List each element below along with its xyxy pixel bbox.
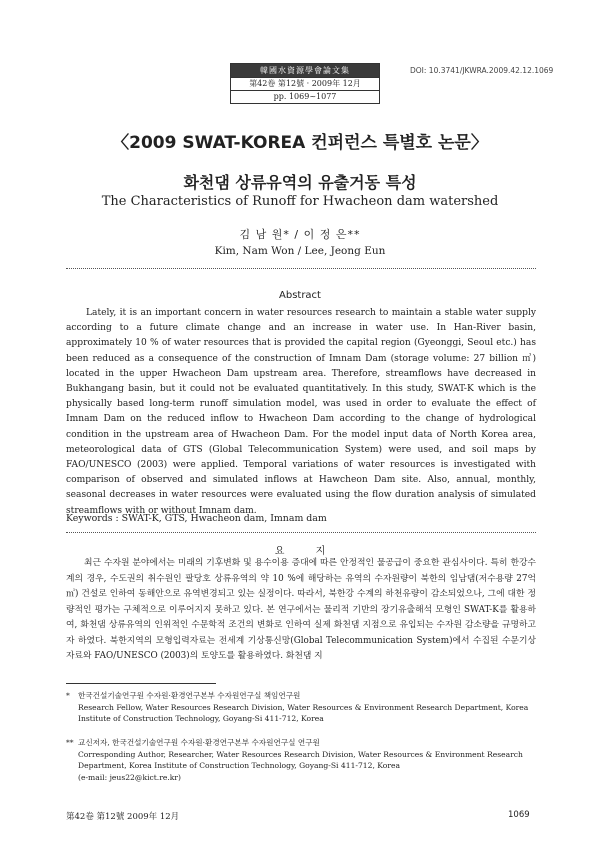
title-english: The Characteristics of Runoff for Hwacheon dam watershed (101, 194, 499, 209)
page-number: 1069 (508, 810, 530, 820)
korean-abstract-body: 최근 수자원 분야에서는 미래의 기후변화 및 용수이용 증대에 따른 안정적인 물공급이 중요한 관심사이다. 특히 한강수계의 경우, 수도권의 취수원인 팔당호 상류유역의 약 10 %에 해당하는 유역의 수자원량이 북한의 임남댐(저수용량 27억㎥) 건설로 인하여 동해안으로 유역변경되고 있는 실정이다. 따라서, 북한강 수계의 하천유량이 감소되었으나, 그에 대한 정량적인 평가는 구체적으로 이루어지지 못하고 있다. 본 연구에서는 물리적 기반의 장기유출해석 모형인 SWAT-K를 활용하여, 화천댐 상류유역의 인위적인 수문학적 조건의 변화로 인하여 실제 화천댐 지점으로 유입되는 수자원 감소량을 규명하고자 하였다. 북한지역의 모형입력자료는 전세계 기상통신망(Global Telecommunication System)에서 수집된 수문기상자료와 FAO/UNESCO (2003)의 토양도를 활용하였다. 화천댐 지 (66, 558, 536, 661)
journal-info-box (230, 63, 380, 104)
footnote-line: 한국건설기술연구원 수자원·환경연구본부 수자원연구실 책임연구원 (78, 691, 301, 700)
footnote-line: 교신저자, 한국건설기술연구원 수자원·환경연구본부 수자원연구실 연구원 (78, 738, 320, 747)
journal-volume-issue: 第42卷 第12號 · 2009年 12月 (231, 77, 379, 90)
footnote (66, 737, 536, 783)
abstract-heading: Abstract (279, 290, 321, 301)
divider (66, 532, 536, 533)
footnote-mark: * (66, 691, 70, 700)
footnote-line: Corresponding Author, Researcher, Water Resources Research Division, Water Resources & Environment Research Department, Korea Institute of Construction Technology, Goyang-Si 411-712, Korea (78, 749, 523, 770)
special-issue-heading: 〈2009 SWAT-KOREA 컨퍼런스 특별호 논문〉 (112, 133, 488, 153)
footnote-line: Research Fellow, Water Resources Research Division, Water Resources & Environment Research Department, Korea Institute of Construction Technology, Goyang-Si 411-712, Korea (78, 702, 529, 723)
footnote (66, 690, 536, 725)
footnote-line: (e-mail: jeus22@kict.re.kr) (78, 772, 181, 782)
title-korean: 화천댐 상류유역의 유출거동 특성 (183, 173, 417, 192)
footnote-rule (66, 683, 216, 684)
journal-name: 韓國水資源學會論文集 (231, 64, 379, 77)
authors-korean: 김 남 원* / 이 정 은** (239, 228, 361, 241)
abstract-body: Lately, it is an important concern in water resources research to maintain a stable water supply according to a future climate change and an increase in water use. In Han-River basin, approximately 10 % of water resources that is provided the capital region (Gyeonggi, Seoul etc.) has been reduced as a consequence of the construction of Imnam Dam (storage volume: 27 billion ㎥) located in the upper Hwacheon Dam upstream area. Therefore, streamflows have decreased in Bukhangang basin, but it could not be evaluated quantitatively. In this study, SWAT-K which is the physically based long-term runoff simulation model, was used in order to evaluate the effect of Imnam Dam on the reduced inflow to Hwacheon Dam according to the change of hydrological condition in the upstream area of Hwacheon Dam. For the model input data of North Korea area, meteorological data of GTS (Global Telecommunication System) were used, and soil maps by FAO/UNESCO (2003) were applied. Temporal variations of water resources is investigated with comparison of observed and simulated inflows at Hawcheon Dam site. Also, annual, monthly, seasonal decreases in water resources were evaluated using the flow duration analysis of simulated streamflows with or without Imnam dam. (66, 308, 536, 516)
journal-pages: pp. 1069~1077 (231, 90, 379, 103)
doi: DOI: 10.3741/JKWRA.2009.42.12.1069 (410, 66, 554, 75)
keywords: Keywords : SWAT-K, GTS, Hwacheon dam, Imnam dam (66, 513, 327, 524)
footnote-mark: ** (66, 738, 74, 747)
korean-abstract-heading: 요 지 (274, 546, 340, 557)
divider (66, 268, 536, 269)
footer-journal-issue: 第42卷 第12號 2009年 12月 (66, 812, 180, 822)
authors-english: Kim, Nam Won / Lee, Jeong Eun (214, 245, 386, 257)
